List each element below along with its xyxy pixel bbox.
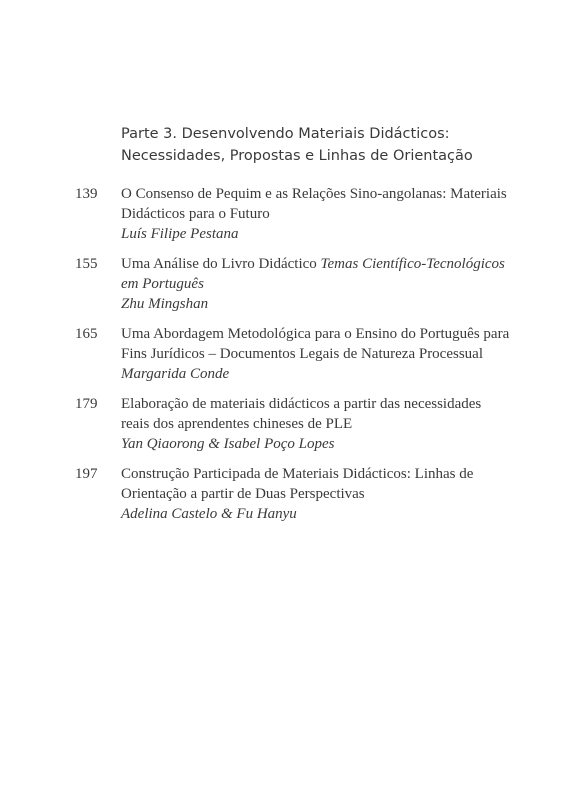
entry-title-line-1: Elaboração de materiais didácticos a partir das necessidades: [121, 396, 482, 412]
section-heading-line-2: Necessidades, Propostas e Linhas de Orientação: [121, 148, 473, 164]
entry-title-text: Uma Análise do Livro Didáctico: [121, 256, 321, 272]
entry-author: Luís Filipe Pestana: [121, 226, 239, 242]
entry-title-line-2: em Português: [121, 276, 204, 292]
entry-title-line-2: Orientação a partir de Duas Perspectivas: [121, 486, 365, 502]
section-heading: [121, 123, 473, 167]
entry-title-line-1: Uma Abordagem Metodológica para o Ensino do Português para: [121, 326, 510, 342]
entry-title-line-1: Construção Participada de Materiais Didácticos: Linhas de: [121, 466, 474, 482]
entry-title-line-2: Fins Jurídicos – Documentos Legais de Natureza Processual: [121, 346, 483, 362]
entry-book-title: Temas Científico-Tecnológicos: [320, 256, 505, 272]
section-heading-line-1: Parte 3. Desenvolvendo Materiais Didácticos:: [121, 126, 450, 142]
entry-author: Margarida Conde: [121, 366, 230, 382]
entry-body: [121, 254, 511, 314]
entry-author: Zhu Mingshan: [121, 296, 209, 312]
entry-title-line-1: O Consenso de Pequim e as Relações Sino-angolanas: Materiais: [121, 186, 507, 202]
entry-body: [121, 464, 511, 524]
entry-body: [121, 394, 511, 454]
entry-title-line-2: Didácticos para o Futuro: [121, 206, 270, 222]
entry-author: Adelina Castelo & Fu Hanyu: [121, 506, 297, 522]
page-number: 139: [75, 186, 98, 202]
entry-title-line-2: reais dos aprendentes chineses de PLE: [121, 416, 353, 432]
entry-author: Yan Qiaorong & Isabel Poço Lopes: [121, 436, 335, 452]
page-number: 197: [75, 466, 98, 482]
page-number: 179: [75, 396, 98, 412]
page-number: 155: [75, 256, 98, 272]
entry-body: [121, 324, 511, 384]
entry-body: [121, 184, 511, 244]
entry-title-line-1: [121, 254, 511, 274]
page-number: 165: [75, 326, 98, 342]
